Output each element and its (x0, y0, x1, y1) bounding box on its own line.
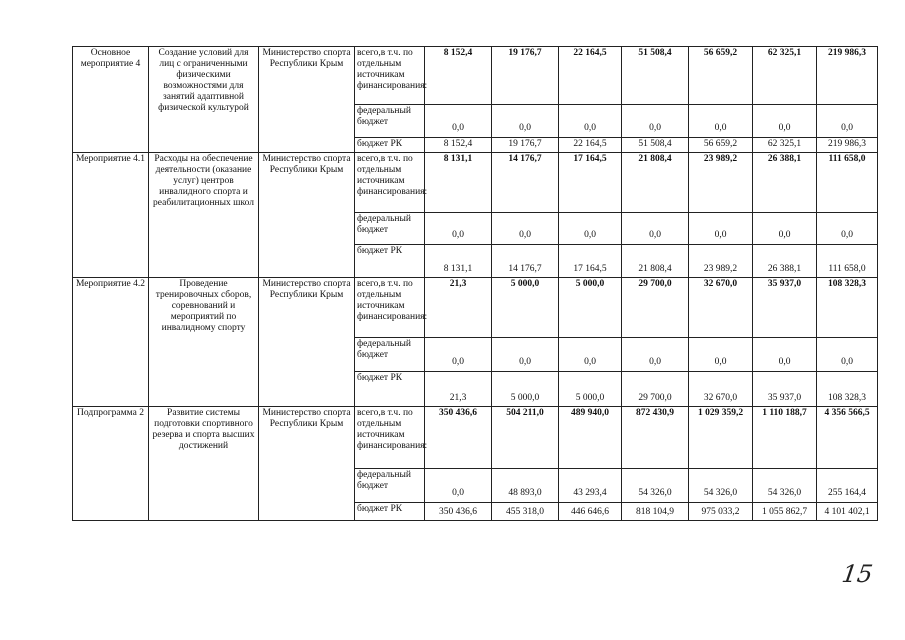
amount-cell: 54 326,0 (689, 469, 753, 503)
amount-cell: 14 176,7 (492, 245, 559, 278)
responsible-ministry-cell: Министерство спорта Республики Крым (259, 47, 355, 153)
budget-table (72, 46, 878, 521)
amount-cell: 0,0 (622, 105, 689, 138)
event-name-cell: Расходы на обеспечение деятельности (оказание услуг) центров инвалидного спорта и реабилитационных школ (149, 153, 259, 278)
event-type-cell: Основное мероприятие 4 (73, 47, 149, 153)
amount-cell: 0,0 (753, 338, 817, 372)
amount-cell: 0,0 (492, 105, 559, 138)
table-row-total-row (73, 407, 878, 469)
amount-cell: 14 176,7 (492, 153, 559, 213)
amount-cell: 48 893,0 (492, 469, 559, 503)
amount-cell: 1 055 862,7 (753, 503, 817, 521)
amount-cell: 219 986,3 (817, 138, 878, 153)
amount-cell: 8 152,4 (425, 138, 492, 153)
amount-cell: 51 508,4 (622, 138, 689, 153)
amount-cell: 26 388,1 (753, 245, 817, 278)
amount-cell: 43 293,4 (559, 469, 622, 503)
amount-cell: 0,0 (559, 105, 622, 138)
event-name-cell: Развитие системы подготовки спортивного резерва и спорта высших достижений (149, 407, 259, 521)
amount-cell: 0,0 (425, 469, 492, 503)
amount-cell: 21,3 (425, 372, 492, 407)
amount-cell: 872 430,9 (622, 407, 689, 469)
event-type-cell: Мероприятие 4.1 (73, 153, 149, 278)
amount-cell: 51 508,4 (622, 47, 689, 105)
table-row-total-row (73, 153, 878, 213)
amount-cell: 4 101 402,1 (817, 503, 878, 521)
amount-cell: 35 937,0 (753, 372, 817, 407)
amount-cell: 0,0 (817, 105, 878, 138)
amount-cell: 21 808,4 (622, 153, 689, 213)
amount-cell: 62 325,1 (753, 47, 817, 105)
funding-source-label: федеральный бюджет (355, 469, 425, 503)
amount-cell: 19 176,7 (492, 138, 559, 153)
amount-cell: 56 659,2 (689, 138, 753, 153)
event-type-cell: Мероприятие 4.2 (73, 278, 149, 407)
table-row-total-row (73, 47, 878, 105)
amount-cell: 0,0 (622, 338, 689, 372)
amount-cell: 17 164,5 (559, 153, 622, 213)
amount-cell: 54 326,0 (753, 469, 817, 503)
event-type-cell: Подпрограмма 2 (73, 407, 149, 521)
amount-cell: 0,0 (425, 105, 492, 138)
funding-source-label: бюджет РК (355, 245, 425, 278)
funding-source-label: всего,в т.ч. по отдельным источникам финансирования: (355, 47, 425, 105)
amount-cell: 111 658,0 (817, 245, 878, 278)
amount-cell: 350 436,6 (425, 503, 492, 521)
amount-cell: 19 176,7 (492, 47, 559, 105)
amount-cell: 17 164,5 (559, 245, 622, 278)
amount-cell: 0,0 (817, 338, 878, 372)
amount-cell: 0,0 (689, 213, 753, 245)
amount-cell: 4 356 566,5 (817, 407, 878, 469)
amount-cell: 29 700,0 (622, 372, 689, 407)
amount-cell: 455 318,0 (492, 503, 559, 521)
amount-cell: 8 152,4 (425, 47, 492, 105)
amount-cell: 255 164,4 (817, 469, 878, 503)
amount-cell: 0,0 (492, 213, 559, 245)
amount-cell: 1 110 188,7 (753, 407, 817, 469)
amount-cell: 35 937,0 (753, 278, 817, 338)
amount-cell: 108 328,3 (817, 372, 878, 407)
amount-cell: 21 808,4 (622, 245, 689, 278)
table-row-total-row (73, 278, 878, 338)
amount-cell: 54 326,0 (622, 469, 689, 503)
amount-cell: 0,0 (817, 213, 878, 245)
amount-cell: 489 940,0 (559, 407, 622, 469)
amount-cell: 29 700,0 (622, 278, 689, 338)
amount-cell: 0,0 (492, 338, 559, 372)
amount-cell: 5 000,0 (492, 278, 559, 338)
funding-source-label: всего,в т.ч. по отдельным источникам финансирования: (355, 153, 425, 213)
funding-source-label: федеральный бюджет (355, 213, 425, 245)
responsible-ministry-cell: Министерство спорта Республики Крым (259, 153, 355, 278)
amount-cell: 26 388,1 (753, 153, 817, 213)
amount-cell: 446 646,6 (559, 503, 622, 521)
amount-cell: 22 164,5 (559, 47, 622, 105)
funding-source-label: федеральный бюджет (355, 338, 425, 372)
amount-cell: 108 328,3 (817, 278, 878, 338)
responsible-ministry-cell: Министерство спорта Республики Крым (259, 407, 355, 521)
amount-cell: 5 000,0 (559, 278, 622, 338)
responsible-ministry-cell: Министерство спорта Республики Крым (259, 278, 355, 407)
amount-cell: 8 131,1 (425, 153, 492, 213)
amount-cell: 0,0 (559, 213, 622, 245)
amount-cell: 8 131,1 (425, 245, 492, 278)
amount-cell: 21,3 (425, 278, 492, 338)
funding-source-label: федеральный бюджет (355, 105, 425, 138)
amount-cell: 975 033,2 (689, 503, 753, 521)
amount-cell: 350 436,6 (425, 407, 492, 469)
amount-cell: 32 670,0 (689, 372, 753, 407)
handwritten-page-number: 15 (840, 560, 875, 588)
funding-source-label: всего,в т.ч. по отдельным источникам финансирования: (355, 407, 425, 469)
amount-cell: 0,0 (753, 213, 817, 245)
amount-cell: 0,0 (689, 105, 753, 138)
amount-cell: 0,0 (689, 338, 753, 372)
amount-cell: 818 104,9 (622, 503, 689, 521)
amount-cell: 219 986,3 (817, 47, 878, 105)
amount-cell: 111 658,0 (817, 153, 878, 213)
event-name-cell: Создание условий для лиц с ограниченными физическими возможностями для занятий адаптивной физической культурой (149, 47, 259, 153)
amount-cell: 5 000,0 (492, 372, 559, 407)
amount-cell: 23 989,2 (689, 153, 753, 213)
funding-source-label: всего,в т.ч. по отдельным источникам финансирования: (355, 278, 425, 338)
amount-cell: 56 659,2 (689, 47, 753, 105)
funding-source-label: бюджет РК (355, 138, 425, 153)
event-name-cell: Проведение тренировочных сборов, соревнований и мероприятий по инвалидному спорту (149, 278, 259, 407)
funding-source-label: бюджет РК (355, 503, 425, 521)
amount-cell: 1 029 359,2 (689, 407, 753, 469)
amount-cell: 62 325,1 (753, 138, 817, 153)
amount-cell: 5 000,0 (559, 372, 622, 407)
amount-cell: 22 164,5 (559, 138, 622, 153)
amount-cell: 23 989,2 (689, 245, 753, 278)
amount-cell: 0,0 (622, 213, 689, 245)
amount-cell: 0,0 (753, 105, 817, 138)
amount-cell: 0,0 (425, 213, 492, 245)
funding-source-label: бюджет РК (355, 372, 425, 407)
amount-cell: 32 670,0 (689, 278, 753, 338)
amount-cell: 0,0 (425, 338, 492, 372)
amount-cell: 0,0 (559, 338, 622, 372)
amount-cell: 504 211,0 (492, 407, 559, 469)
